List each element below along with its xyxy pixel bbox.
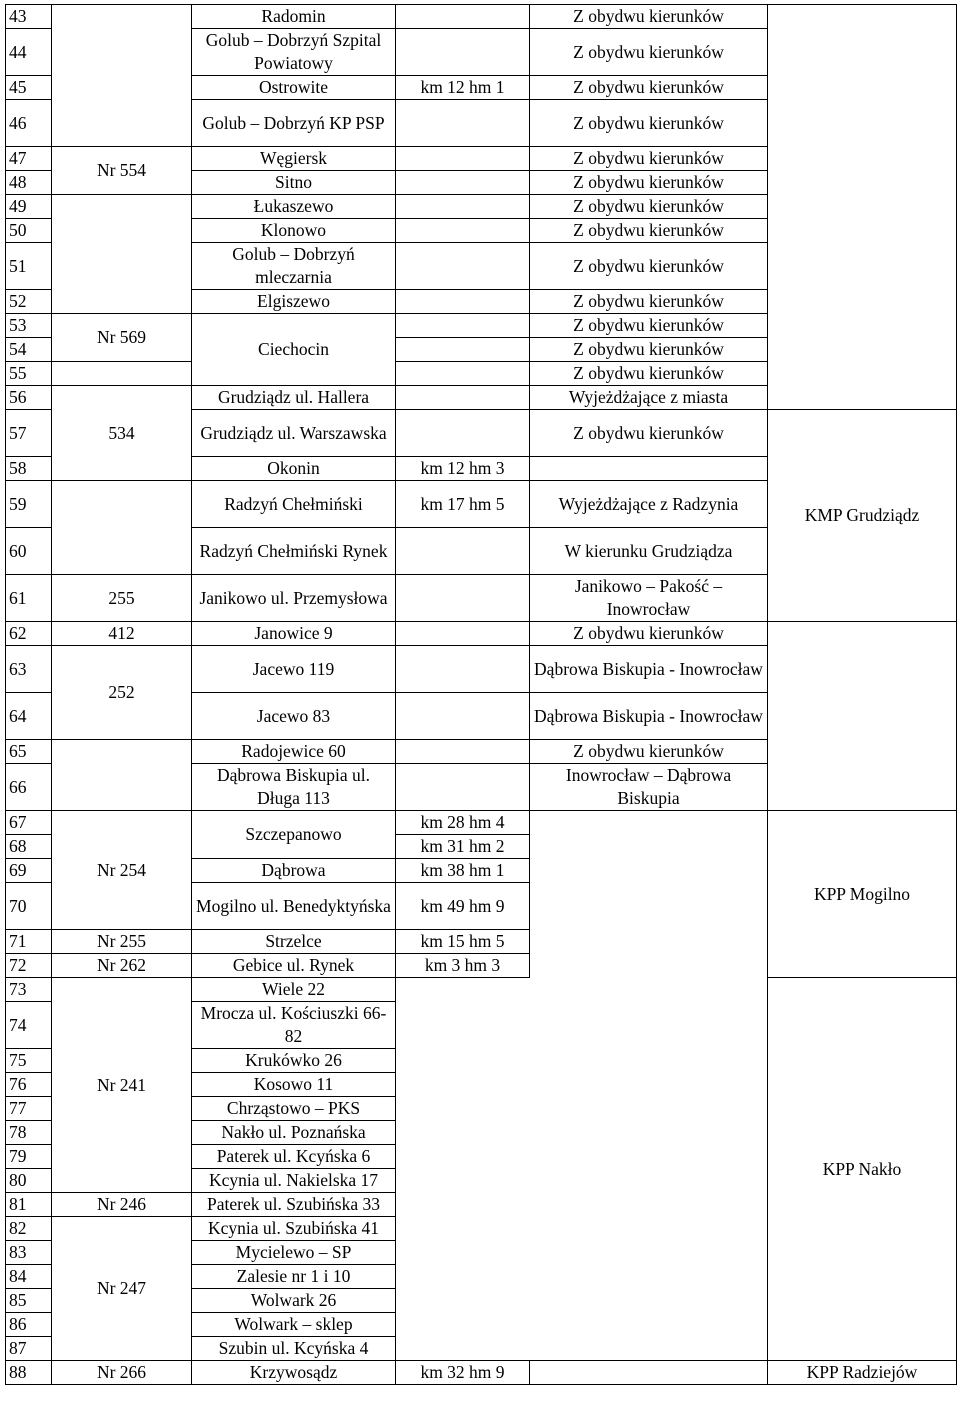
location-cell: Mogilno ul. Benedyktyńska [192, 883, 396, 930]
kilometer-cell [396, 693, 530, 740]
direction-cell: Z obydwu kierunków [530, 314, 768, 338]
row-number: 79 [6, 1145, 52, 1169]
direction-cell: Z obydwu kierunków [530, 195, 768, 219]
location-cell: Mrocza ul. Kościuszki 66-82 [192, 1002, 396, 1049]
row-number: 76 [6, 1073, 52, 1097]
road-cell: 252 [52, 646, 192, 740]
road-cell [52, 740, 192, 811]
empty-region [396, 978, 768, 1361]
location-cell: Dąbrowa Biskupia ul. Długa 113 [192, 764, 396, 811]
road-cell: Nr 554 [52, 147, 192, 195]
kilometer-cell: km 28 hm 4 [396, 811, 530, 835]
road-cell [52, 362, 192, 386]
unit-cell: KPP Nakło [768, 978, 957, 1361]
location-cell: Węgiersk [192, 147, 396, 171]
unit-cell [768, 5, 957, 410]
row-number: 55 [6, 362, 52, 386]
location-cell: Dąbrowa [192, 859, 396, 883]
row-number: 51 [6, 243, 52, 290]
location-cell: Wolwark – sklep [192, 1313, 396, 1337]
location-cell: Ostrowite [192, 76, 396, 100]
direction-cell: Inowrocław – Dąbrowa Biskupia [530, 764, 768, 811]
row-number: 59 [6, 481, 52, 528]
row-number: 85 [6, 1289, 52, 1313]
kilometer-cell: km 49 hm 9 [396, 883, 530, 930]
row-number: 44 [6, 29, 52, 76]
location-cell: Okonin [192, 457, 396, 481]
road-cell [52, 195, 192, 314]
direction-cell: Z obydwu kierunków [530, 290, 768, 314]
row-number: 54 [6, 338, 52, 362]
kilometer-cell [396, 29, 530, 76]
road-cell: Nr 266 [52, 1361, 192, 1385]
location-cell: Jacewo 119 [192, 646, 396, 693]
kilometer-cell [396, 195, 530, 219]
row-number: 65 [6, 740, 52, 764]
kilometer-cell [396, 171, 530, 195]
location-cell: Elgiszewo [192, 290, 396, 314]
kilometer-cell [396, 575, 530, 622]
location-cell: Golub – Dobrzyń KP PSP [192, 100, 396, 147]
location-cell: Radojewice 60 [192, 740, 396, 764]
kilometer-cell: km 17 hm 5 [396, 481, 530, 528]
row-number: 48 [6, 171, 52, 195]
direction-cell [530, 457, 768, 481]
road-cell: Nr 569 [52, 314, 192, 362]
row-number: 88 [6, 1361, 52, 1385]
location-cell: Janowice 9 [192, 622, 396, 646]
location-cell: Nakło ul. Poznańska [192, 1121, 396, 1145]
location-cell: Klonowo [192, 219, 396, 243]
kilometer-cell [396, 243, 530, 290]
direction-cell: Dąbrowa Biskupia - Inowrocław [530, 693, 768, 740]
row-number: 53 [6, 314, 52, 338]
direction-cell: Z obydwu kierunków [530, 243, 768, 290]
row-number: 69 [6, 859, 52, 883]
road-cell: Nr 254 [52, 811, 192, 930]
direction-cell: Z obydwu kierunków [530, 622, 768, 646]
direction-cell: W kierunku Grudziądza [530, 528, 768, 575]
row-number: 77 [6, 1097, 52, 1121]
kilometer-cell [396, 386, 530, 410]
document-page [5, 4, 960, 1385]
location-cell: Radomin [192, 5, 396, 29]
kilometer-cell: km 3 hm 3 [396, 954, 530, 978]
direction-cell: Dąbrowa Biskupia - Inowrocław [530, 646, 768, 693]
row-number: 68 [6, 835, 52, 859]
table-row [6, 978, 957, 1002]
location-cell: Janikowo ul. Przemysłowa [192, 575, 396, 622]
row-number: 82 [6, 1217, 52, 1241]
direction-cell: Janikowo – Pakość – Inowrocław [530, 575, 768, 622]
kilometer-cell [396, 646, 530, 693]
location-cell: Ciechocin [192, 314, 396, 386]
location-cell: Radzyń Chełmiński [192, 481, 396, 528]
location-cell: Kosowo 11 [192, 1073, 396, 1097]
unit-cell: KMP Grudziądz [768, 410, 957, 622]
direction-cell: Wyjeżdżające z miasta [530, 386, 768, 410]
location-cell: Mycielewo – SP [192, 1241, 396, 1265]
row-number: 86 [6, 1313, 52, 1337]
direction-cell: Z obydwu kierunków [530, 219, 768, 243]
direction-cell: Z obydwu kierunków [530, 362, 768, 386]
row-number: 73 [6, 978, 52, 1002]
kilometer-cell: km 15 hm 5 [396, 930, 530, 954]
row-number: 47 [6, 147, 52, 171]
road-cell [52, 5, 192, 147]
row-number: 75 [6, 1049, 52, 1073]
row-number: 43 [6, 5, 52, 29]
location-cell: Paterek ul. Szubińska 33 [192, 1193, 396, 1217]
direction-cell: Z obydwu kierunków [530, 338, 768, 362]
road-cell: Nr 247 [52, 1217, 192, 1361]
location-cell: Golub – Dobrzyń mleczarnia [192, 243, 396, 290]
row-number: 45 [6, 76, 52, 100]
kilometer-cell [396, 290, 530, 314]
location-cell: Radzyń Chełmiński Rynek [192, 528, 396, 575]
unit-cell: KPP Mogilno [768, 811, 957, 978]
road-cell [52, 481, 192, 575]
direction-cell: Z obydwu kierunków [530, 100, 768, 147]
row-number: 67 [6, 811, 52, 835]
road-checkpoints-table [5, 4, 957, 1385]
location-cell: Golub – Dobrzyń Szpital Powiatowy [192, 29, 396, 76]
kilometer-cell [396, 219, 530, 243]
row-number: 61 [6, 575, 52, 622]
kilometer-cell [396, 5, 530, 29]
row-number: 84 [6, 1265, 52, 1289]
road-cell: Nr 255 [52, 930, 192, 954]
row-number: 66 [6, 764, 52, 811]
direction-cell [530, 1361, 768, 1385]
kilometer-cell: km 12 hm 1 [396, 76, 530, 100]
direction-cell: Z obydwu kierunków [530, 410, 768, 457]
kilometer-cell [396, 622, 530, 646]
direction-cell: Z obydwu kierunków [530, 76, 768, 100]
road-cell: Nr 246 [52, 1193, 192, 1217]
location-cell: Szubin ul. Kcyńska 4 [192, 1337, 396, 1361]
direction-cell: Z obydwu kierunków [530, 29, 768, 76]
row-number: 62 [6, 622, 52, 646]
unit-cell: KPP Radziejów [768, 1361, 957, 1385]
row-number: 72 [6, 954, 52, 978]
location-cell: Kcynia ul. Szubińska 41 [192, 1217, 396, 1241]
location-cell: Łukaszewo [192, 195, 396, 219]
kilometer-cell: km 31 hm 2 [396, 835, 530, 859]
location-cell: Wiele 22 [192, 978, 396, 1002]
table-row [6, 811, 957, 835]
row-number: 81 [6, 1193, 52, 1217]
location-cell: Szczepanowo [192, 811, 396, 859]
row-number: 50 [6, 219, 52, 243]
kilometer-cell [396, 410, 530, 457]
location-cell: Zalesie nr 1 i 10 [192, 1265, 396, 1289]
kilometer-cell [396, 147, 530, 171]
row-number: 63 [6, 646, 52, 693]
row-number: 58 [6, 457, 52, 481]
kilometer-cell: km 38 hm 1 [396, 859, 530, 883]
row-number: 64 [6, 693, 52, 740]
row-number: 70 [6, 883, 52, 930]
road-cell: 534 [52, 386, 192, 481]
kilometer-cell [396, 740, 530, 764]
row-number: 46 [6, 100, 52, 147]
table-row [6, 5, 957, 29]
location-cell: Grudziądz ul. Hallera [192, 386, 396, 410]
row-number: 57 [6, 410, 52, 457]
row-number: 78 [6, 1121, 52, 1145]
table-row [6, 1361, 957, 1385]
direction-cell [530, 811, 768, 978]
road-cell: 255 [52, 575, 192, 622]
direction-cell: Z obydwu kierunków [530, 171, 768, 195]
kilometer-cell [396, 314, 530, 338]
road-cell: Nr 241 [52, 978, 192, 1193]
location-cell: Kcynia ul. Nakielska 17 [192, 1169, 396, 1193]
row-number: 60 [6, 528, 52, 575]
kilometer-cell: km 12 hm 3 [396, 457, 530, 481]
row-number: 52 [6, 290, 52, 314]
row-number: 71 [6, 930, 52, 954]
kilometer-cell: km 32 hm 9 [396, 1361, 530, 1385]
kilometer-cell [396, 528, 530, 575]
row-number: 74 [6, 1002, 52, 1049]
kilometer-cell [396, 338, 530, 362]
table-row [6, 646, 957, 693]
road-cell: 412 [52, 622, 192, 646]
location-cell: Krzywosądz [192, 1361, 396, 1385]
row-number: 87 [6, 1337, 52, 1361]
kilometer-cell [396, 100, 530, 147]
location-cell: Gebice ul. Rynek [192, 954, 396, 978]
location-cell: Paterek ul. Kcyńska 6 [192, 1145, 396, 1169]
table-row [6, 622, 957, 646]
road-cell: Nr 262 [52, 954, 192, 978]
direction-cell: Z obydwu kierunków [530, 740, 768, 764]
direction-cell: Z obydwu kierunków [530, 147, 768, 171]
direction-cell: Z obydwu kierunków [530, 5, 768, 29]
location-cell: Sitno [192, 171, 396, 195]
row-number: 80 [6, 1169, 52, 1193]
location-cell: Grudziądz ul. Warszawska [192, 410, 396, 457]
row-number: 56 [6, 386, 52, 410]
row-number: 83 [6, 1241, 52, 1265]
location-cell: Chrząstowo – PKS [192, 1097, 396, 1121]
kilometer-cell [396, 764, 530, 811]
location-cell: Wolwark 26 [192, 1289, 396, 1313]
location-cell: Strzelce [192, 930, 396, 954]
row-number: 49 [6, 195, 52, 219]
kilometer-cell [396, 362, 530, 386]
direction-cell: Wyjeżdżające z Radzynia [530, 481, 768, 528]
location-cell: Jacewo 83 [192, 693, 396, 740]
table-row [6, 740, 957, 764]
location-cell: Krukówko 26 [192, 1049, 396, 1073]
